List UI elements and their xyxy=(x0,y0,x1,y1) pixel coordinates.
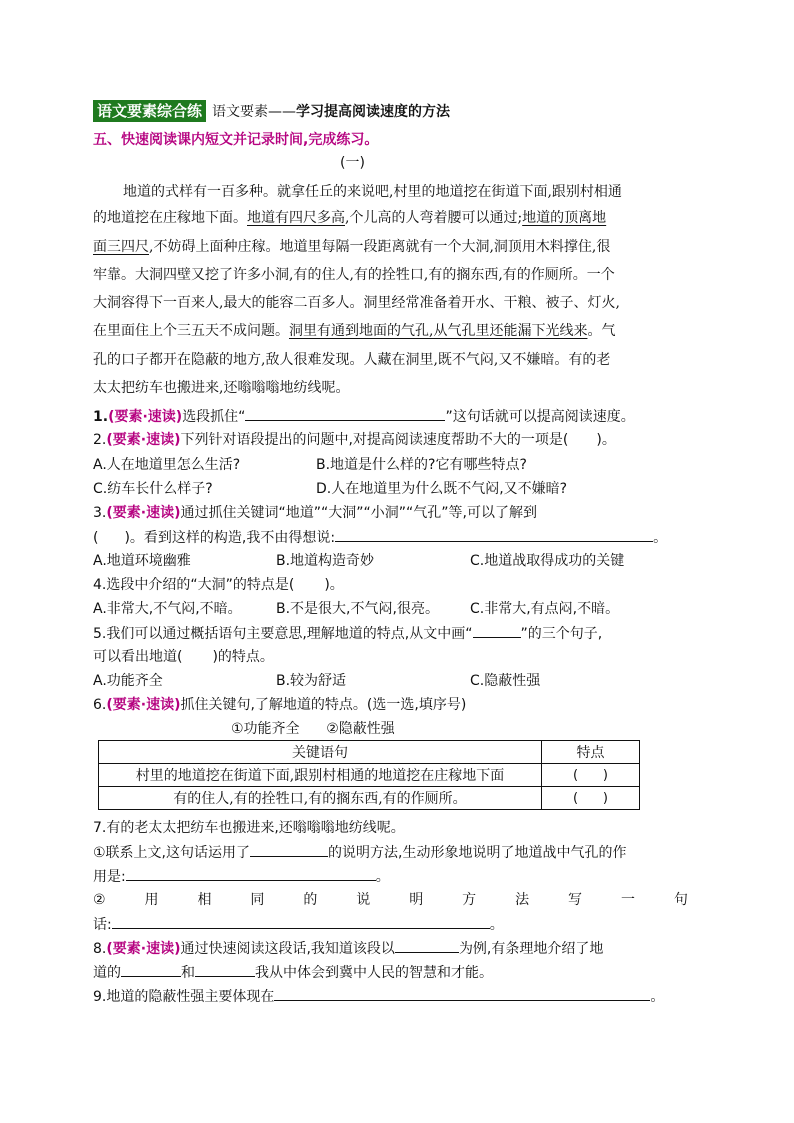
char: 方 xyxy=(462,892,477,908)
tag-label: (要素·速读) xyxy=(108,409,183,425)
passage-line-3 xyxy=(93,237,610,257)
q2-option-b[interactable]: B.地道是什么样的?它有哪些特点? xyxy=(316,457,527,473)
question-number: 6. xyxy=(93,697,107,713)
table-cell-answer[interactable]: ( ) xyxy=(542,764,640,787)
answer-blank[interactable] xyxy=(274,986,650,1001)
q5-option-a[interactable]: A.功能齐全 xyxy=(93,673,163,689)
tag-label: (要素·速读) xyxy=(106,505,181,521)
paren-open: ( xyxy=(93,530,99,546)
underlined-sentence-2-cont: 面三四尺 xyxy=(93,239,149,255)
tag-label: (要素·速读) xyxy=(106,697,181,713)
question-text: )的特点。 xyxy=(212,649,274,665)
section-badge: 语文要素综合练 xyxy=(93,100,206,122)
period: 。 xyxy=(375,869,390,885)
question-text: )。 xyxy=(324,577,344,593)
passage-line-1: 地道的式样有一百多种。就拿任丘的来说吧,村里的地道挖在街道下面,跟别村相通 xyxy=(123,184,622,200)
question-text: 用是: xyxy=(93,869,126,885)
passage-line-6 xyxy=(93,321,615,341)
question-text: 和 xyxy=(181,965,195,981)
period: 。 xyxy=(489,917,504,933)
passage-line-5: 大洞容得下一百来人,最大的能容二百多人。洞里经常准备着开水、干粮、被子、灯火, xyxy=(93,295,620,311)
char: 同 xyxy=(250,892,265,908)
answer-blank[interactable] xyxy=(473,623,521,638)
passage-text: 。气 xyxy=(587,323,616,339)
question-text: 9.地道的隐蔽性强主要体现在 xyxy=(93,989,275,1005)
question-5 xyxy=(93,623,602,644)
answer-blank[interactable] xyxy=(126,866,376,881)
passage-line-8: 太太把纺车也搬进来,还嗡嗡嗡地纺线呢。 xyxy=(93,380,350,396)
q4-option-a[interactable]: A.非常大,不气闷,不暗。 xyxy=(93,601,242,617)
question-text: 下列针对语段提出的问题中,对提高阅读速度帮助不大的一项是( xyxy=(180,432,569,448)
question-3-line-2 xyxy=(93,527,667,548)
key-sentence-table xyxy=(98,740,640,810)
question-text: ”这句话就可以提高阅读速度。 xyxy=(445,409,635,425)
question-text: 5.我们可以通过概括语句主要意思,理解地道的特点,从文中画“ xyxy=(93,626,473,642)
question-9 xyxy=(93,986,664,1007)
tag-label: (要素·速读) xyxy=(106,432,181,448)
q3-option-c[interactable]: C.地道战取得成功的关键 xyxy=(470,553,625,569)
question-text: ①联系上文,这句话运用了 xyxy=(93,845,251,861)
question-3 xyxy=(93,503,537,523)
period: 。 xyxy=(653,530,668,546)
table-cell-answer[interactable]: ( ) xyxy=(542,787,640,810)
question-8 xyxy=(93,938,603,959)
table-row xyxy=(99,787,640,810)
table-header-row xyxy=(99,741,640,764)
question-7: 7.有的老太太把纺车也搬进来,还嗡嗡嗡地纺线呢。 xyxy=(93,820,405,836)
answer-blank[interactable] xyxy=(112,914,490,929)
q2-option-c[interactable]: C.纺车长什么样子? xyxy=(93,481,213,497)
question-text: 为例,有条理地介绍了地 xyxy=(458,941,604,957)
question-text: 道的 xyxy=(93,965,121,981)
passage-text: 在里面住上个三五天不成问题。 xyxy=(93,323,289,339)
tag-label: (要素·速读) xyxy=(106,941,181,957)
question-text: )。看到这样的构造,我不由得想说: xyxy=(124,530,336,546)
char: 的 xyxy=(303,892,318,908)
q2-option-a[interactable]: A.人在地道里怎么生活? xyxy=(93,457,241,473)
underlined-sentence-1: 地道有四尺多高 xyxy=(247,210,345,226)
passage-line-7: 孔的口子都开在隐蔽的地方,敌人很难发现。人藏在洞里,既不气闷,又不嫌暗。有的老 xyxy=(93,352,611,368)
question-6 xyxy=(93,695,466,715)
underlined-sentence-2: 地道的顶离地 xyxy=(522,210,607,226)
question-number: 2. xyxy=(93,432,107,448)
answer-blank[interactable] xyxy=(250,842,328,857)
char: 写 xyxy=(568,892,582,908)
question-1 xyxy=(93,406,635,427)
passage-text: 的地道挖在庄稼地下面。 xyxy=(93,210,247,226)
question-text: 我从中体会到冀中人民的智慧和才能。 xyxy=(255,965,493,981)
question-7-sub-1 xyxy=(93,842,626,863)
question-4 xyxy=(93,575,344,595)
header-subtitle-prefix: 语文要素—— xyxy=(212,104,297,120)
answer-blank[interactable] xyxy=(195,962,255,977)
question-7-sub-2-line-2 xyxy=(93,914,504,935)
passage-line-2 xyxy=(93,208,606,228)
q5-option-b[interactable]: B.较为舒适 xyxy=(276,673,347,689)
char: 用 xyxy=(144,892,159,908)
question-number: 8. xyxy=(93,941,107,957)
question-text: )。 xyxy=(596,432,616,448)
question-2 xyxy=(93,430,616,450)
q4-option-b[interactable]: B.不是很大,不气闷,很亮。 xyxy=(276,601,439,617)
question-number: 1. xyxy=(93,409,109,425)
char: 法 xyxy=(515,892,530,908)
answer-blank[interactable] xyxy=(121,962,181,977)
header-subtitle: 学习提高阅读速度的方法 xyxy=(296,104,451,120)
question-text: ”的三个句子, xyxy=(520,626,603,642)
question-text: 选段抓住“ xyxy=(182,409,246,425)
question-7-sub-1-line-2 xyxy=(93,866,390,887)
q4-option-c[interactable]: C.非常大,有点闷,不暗。 xyxy=(470,601,620,617)
table-header-cell: 关键语句 xyxy=(99,741,542,764)
passage-text: ,个儿高的人弯着腰可以通过; xyxy=(345,210,523,226)
q3-option-b[interactable]: B.地道构造奇妙 xyxy=(276,553,375,569)
answer-blank[interactable] xyxy=(395,938,459,953)
passage-text: ,不妨碍上面种庄稼。地道里每隔一段距离就有一个大洞,洞顶用木料撑住,很 xyxy=(149,239,611,255)
table-header-cell: 特点 xyxy=(542,741,640,764)
q2-option-d[interactable]: D.人在地道里为什么既不气闷,又不嫌暗? xyxy=(316,481,568,497)
question-text: 的说明方法,生动形象地说明了地道战中气孔的作 xyxy=(328,845,627,861)
question-text: 抓住关键句,了解地道的特点。(选一选,填序号) xyxy=(180,697,467,713)
table-cell-sentence: 村里的地道挖在街道下面,跟别村相通的地道挖在庄稼地下面 xyxy=(99,764,542,787)
char: 句 xyxy=(673,892,688,908)
question-text: 4.选段中介绍的“大洞”的特点是( xyxy=(93,577,295,593)
answer-blank[interactable] xyxy=(335,527,653,542)
q3-option-a[interactable]: A.地道环境幽雅 xyxy=(93,553,191,569)
char: ② xyxy=(93,892,106,908)
char: 相 xyxy=(197,892,212,908)
question-8-line-2 xyxy=(93,962,493,983)
passage-line-4: 牢靠。大洞四壁又挖了许多小洞,有的住人,有的拴牲口,有的搁东西,有的作厕所。一个 xyxy=(93,267,615,283)
question-7-sub-2 xyxy=(93,890,688,910)
table-cell-sentence: 有的住人,有的拴牲口,有的搁东西,有的作厕所。 xyxy=(99,787,542,810)
q5-option-c[interactable]: C.隐蔽性强 xyxy=(470,673,541,689)
question-5-line-2 xyxy=(93,647,274,667)
char: 明 xyxy=(409,892,424,908)
section-title: 五、快速阅读课内短文并记录时间,完成练习。 xyxy=(93,132,379,148)
underlined-sentence-3: 洞里有通到地面的气孔,从气孔里还能漏下光线来 xyxy=(289,323,588,339)
question-text: 通过快速阅读这段话,我知道该段以 xyxy=(180,941,395,957)
char: 说 xyxy=(356,892,371,908)
question-number: 3. xyxy=(93,505,107,521)
period: 。 xyxy=(650,989,665,1005)
question-text: 通过抓住关键词“地道”“大洞”“小洞”“气孔”等,可以了解到 xyxy=(180,505,537,521)
question-text: 可以看出地道( xyxy=(93,649,183,665)
q6-choices: ①功能齐全 ②隐蔽性强 xyxy=(231,721,395,737)
answer-blank[interactable] xyxy=(245,406,445,421)
char: 一 xyxy=(620,892,635,908)
table-row xyxy=(99,764,640,787)
header xyxy=(93,100,450,122)
passage-number: (一) xyxy=(340,155,365,171)
question-text: 话: xyxy=(93,917,112,933)
